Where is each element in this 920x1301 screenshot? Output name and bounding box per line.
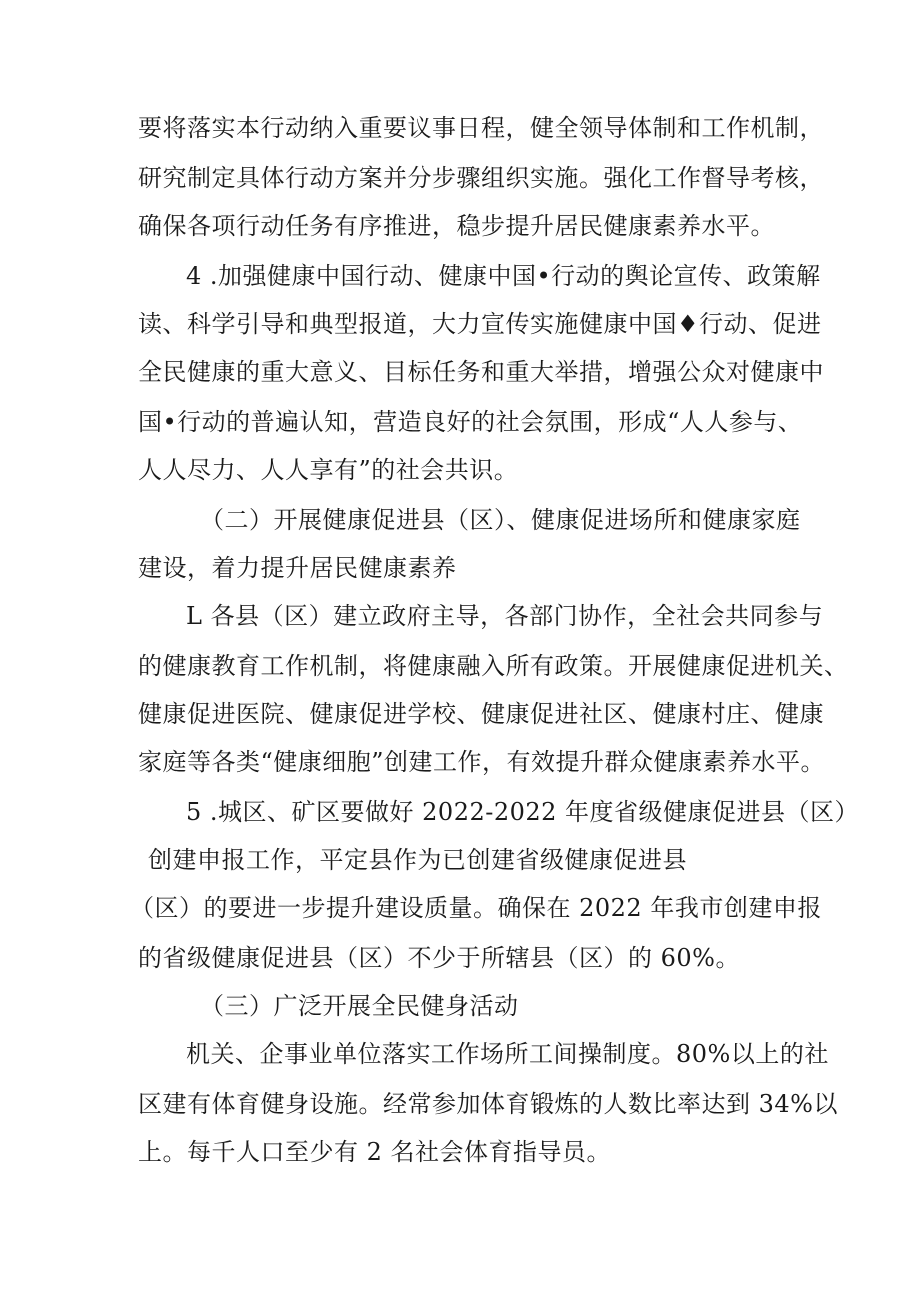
section-heading-2-line-2: 建设，着力提升居民健康素养 — [138, 554, 457, 582]
text-line-5: 读、科学引导和典型报道，大力宣传实施健康中国♦行动、促进 — [138, 310, 822, 338]
text-line-17: （区）的要进一步提升建设质量。确保在 2022 年我市创建申报 — [130, 894, 822, 922]
text-line-11: L 各县（区）建立政府主导，各部门协作，全社会共同参与 — [186, 602, 824, 630]
text-line-20: 机关、企事业单位落实工作场所工间操制度。80%以上的社 — [186, 1040, 829, 1068]
text-line-7: 国•行动的普遍认知，营造良好的社会氛围，形成“人人参与、 — [138, 408, 803, 436]
text-line-13: 健康促进医院、健康促进学校、健康促进社区、健康村庄、健康 — [138, 700, 824, 728]
text-line-21: 区建有体育健身设施。经常参加体育锻炼的人数比率达到 34%以 — [138, 1090, 838, 1118]
text-line-18: 的省级健康促进县（区）不少于所辖县（区）的 60%。 — [138, 944, 740, 972]
text-line-8: 人人尽力、人人享有”的社会共识。 — [138, 456, 519, 484]
text-line-16: 创建申报工作，平定县作为已创建省级健康促进县 — [148, 846, 687, 874]
text-line-3: 确保各项行动任务有序推进，稳步提升居民健康素养水平。 — [138, 212, 775, 240]
text-line-14: 家庭等各类“健康细胞”创建工作，有效提升群众健康素养水平。 — [138, 748, 826, 776]
text-line-6: 全民健康的重大意义、目标任务和重大举措，增强公众对健康中 — [138, 358, 824, 386]
text-line-1: 要将落实本行动纳入重要议事日程，健全领导体制和工作机制， — [138, 114, 824, 142]
text-line-15: 5 .城区、矿区要做好 2022-2022 年度省级健康促进县（区） — [186, 798, 860, 826]
section-heading-3: （三）广泛开展全民健身活动 — [200, 992, 519, 1020]
text-line-4: 4 .加强健康中国行动、健康中国•行动的舆论宣传、政策解 — [186, 262, 821, 290]
text-line-22: 上。每千人口至少有 2 名社会体育指导员。 — [138, 1138, 612, 1166]
text-line-2: 研究制定具体行动方案并分步骤组织实施。强化工作督导考核， — [138, 164, 824, 192]
section-heading-2-line-1: （二）开展健康促进县（区）、健康促进场所和健康家庭 — [200, 506, 801, 534]
text-line-12: 的健康教育工作机制，将健康融入所有政策。开展健康促进机关、 — [138, 652, 849, 680]
